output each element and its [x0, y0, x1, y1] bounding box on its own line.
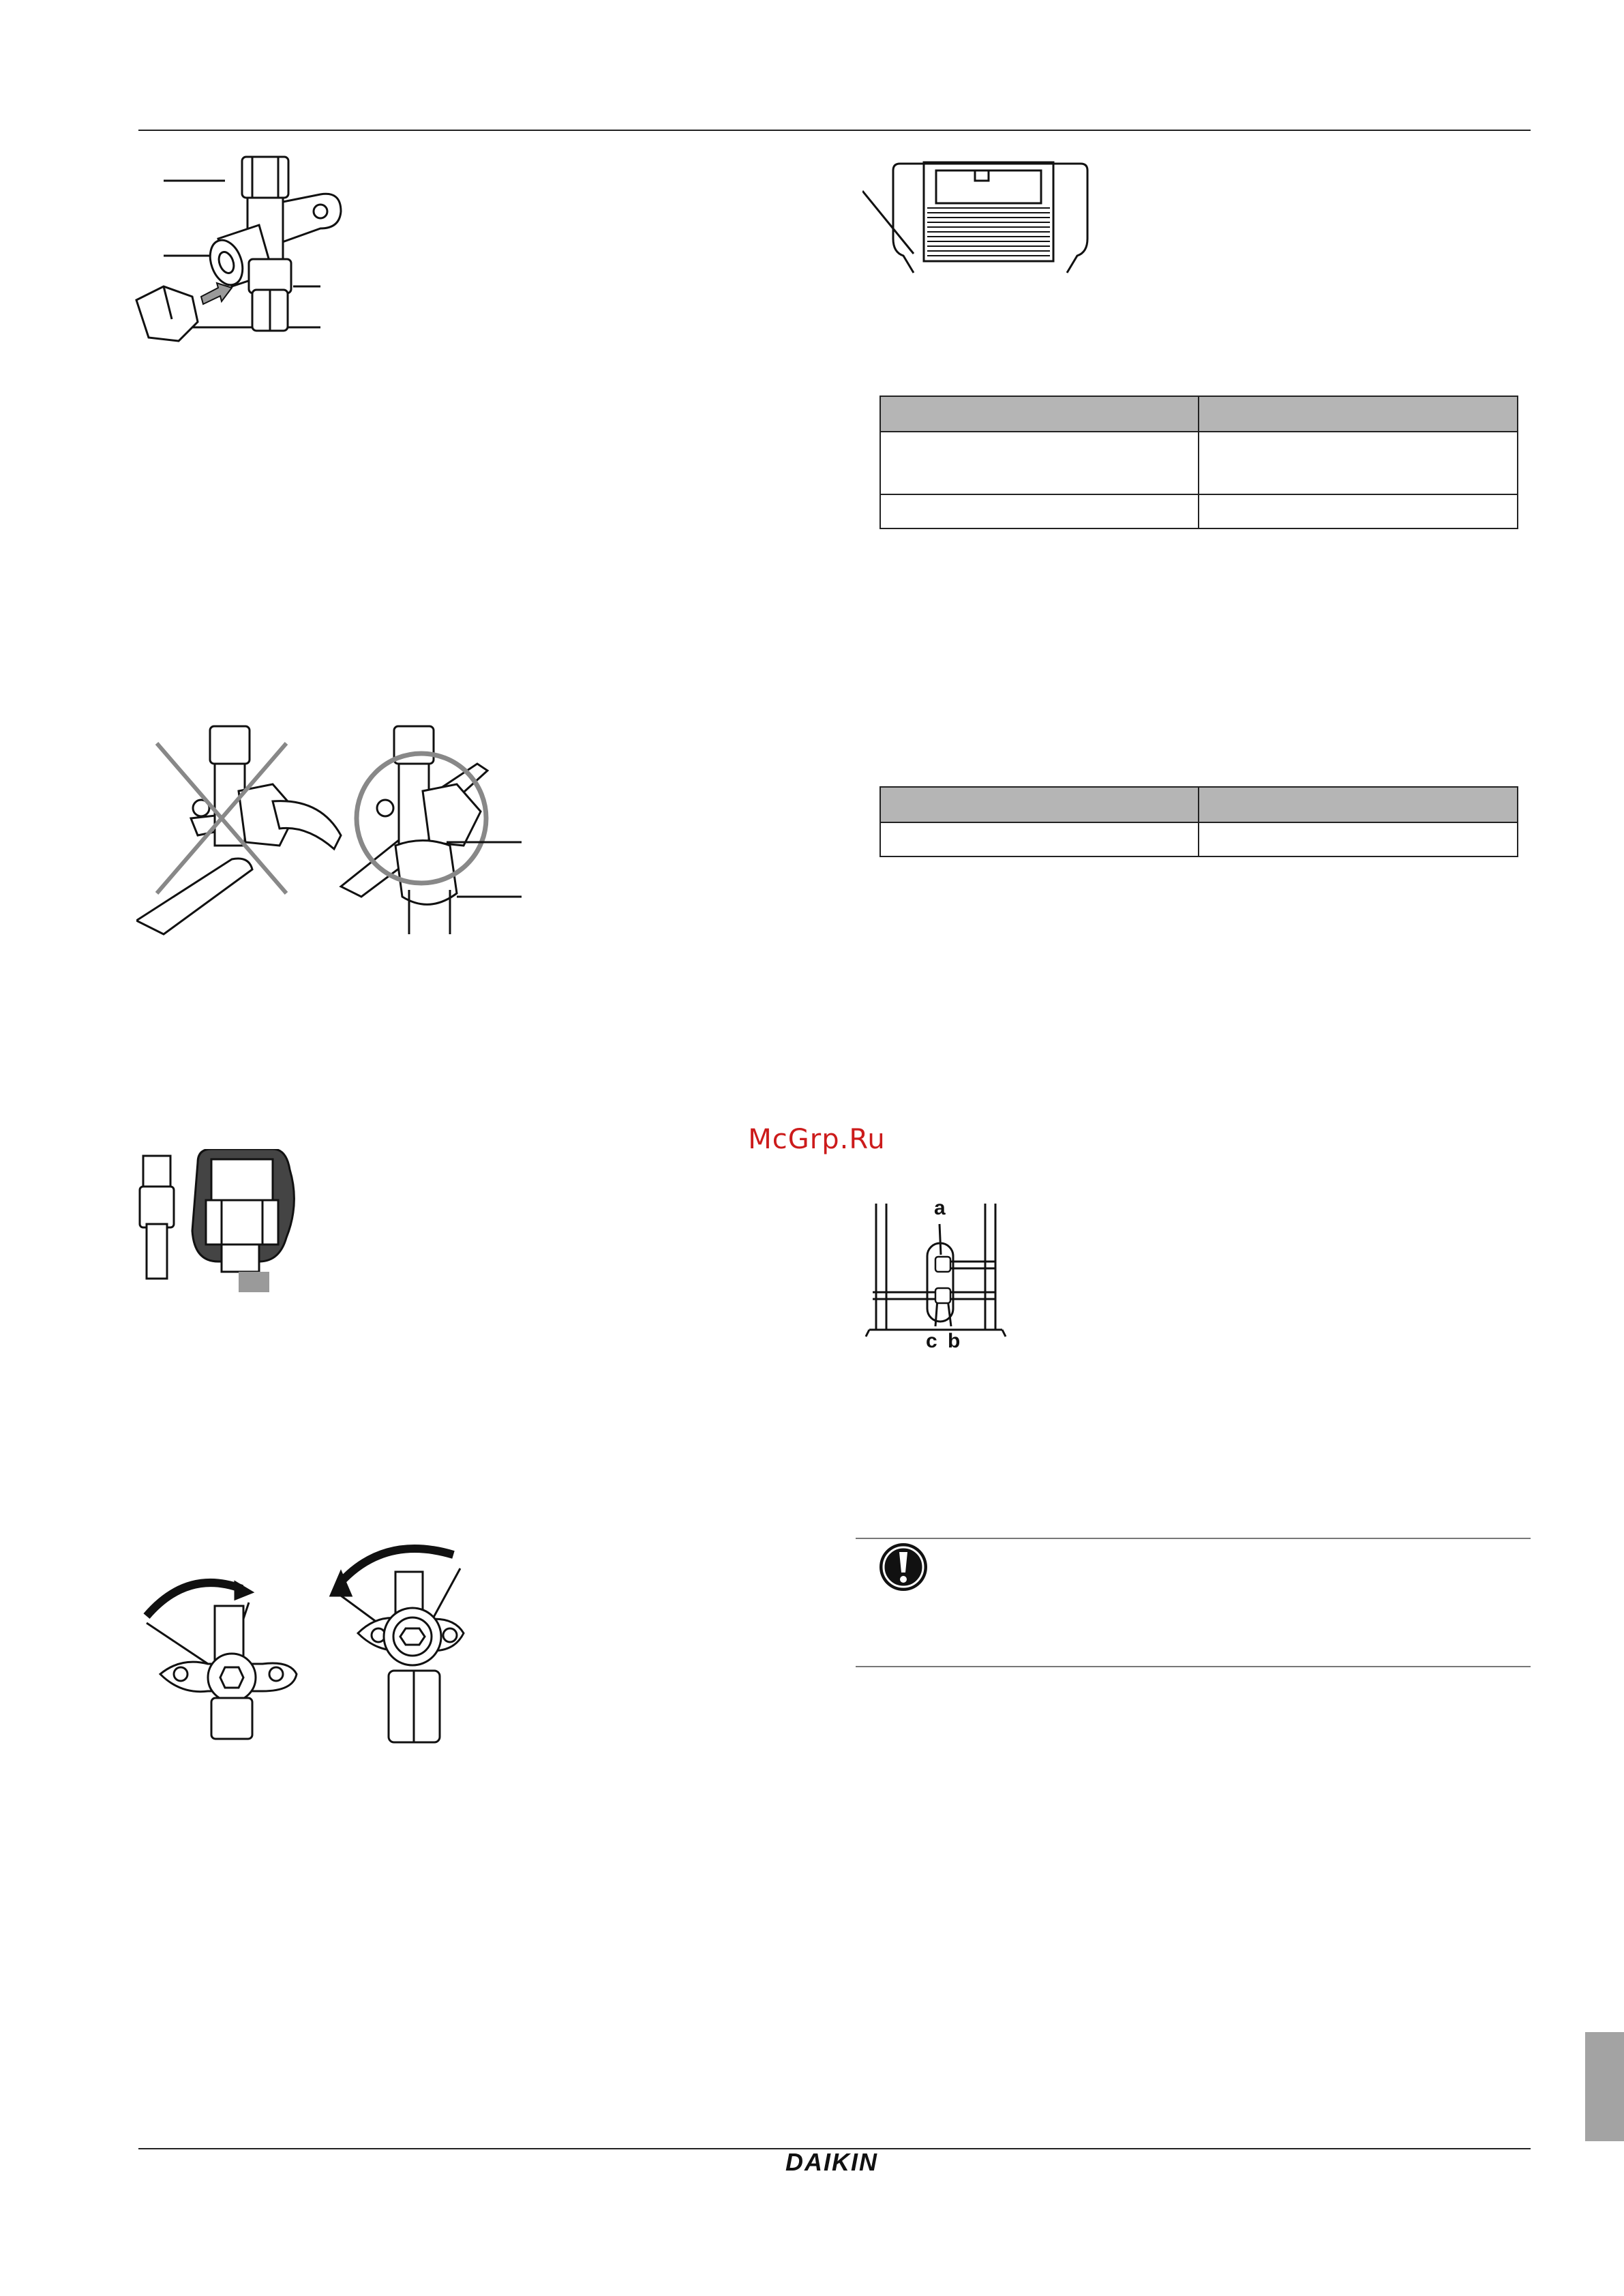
valve-rotation-figure — [133, 1527, 528, 1746]
table-header-cell — [880, 396, 1199, 432]
table-row — [880, 494, 1518, 528]
table-header-row — [880, 787, 1518, 822]
wrench-usage-figure — [136, 716, 532, 941]
port-label-a: a — [934, 1197, 946, 1219]
table-cell — [880, 494, 1199, 528]
spec-table-1 — [879, 396, 1518, 529]
table-header-cell — [1199, 787, 1518, 822]
watermark: McGrp.Ru — [748, 1124, 886, 1155]
table-row — [880, 432, 1518, 494]
table-cell — [1199, 822, 1518, 856]
notice-bottom-rule — [856, 1666, 1531, 1667]
table-header-cell — [880, 787, 1199, 822]
table-cell — [880, 822, 1199, 856]
notice-top-rule — [856, 1538, 1531, 1539]
table-header-row — [880, 396, 1518, 432]
flare-nut-section-figure — [862, 143, 1108, 286]
table-header-cell — [1199, 396, 1518, 432]
stop-valve-cap-figure — [116, 143, 348, 361]
warning-notice-icon — [877, 1541, 929, 1593]
spec-table-2 — [879, 786, 1518, 857]
table-cell — [1199, 432, 1518, 494]
flare-nut-detail-figure — [136, 1149, 300, 1299]
table-row — [880, 822, 1518, 856]
table-cell — [880, 432, 1199, 494]
daikin-logo: DAIKIN — [785, 2148, 878, 2176]
section-tab-marker — [1585, 2032, 1624, 2141]
header-rule — [138, 130, 1531, 131]
port-label-c: c — [926, 1330, 937, 1352]
port-label-b: b — [948, 1330, 961, 1352]
service-port-figure — [859, 1197, 1009, 1354]
table-cell — [1199, 494, 1518, 528]
